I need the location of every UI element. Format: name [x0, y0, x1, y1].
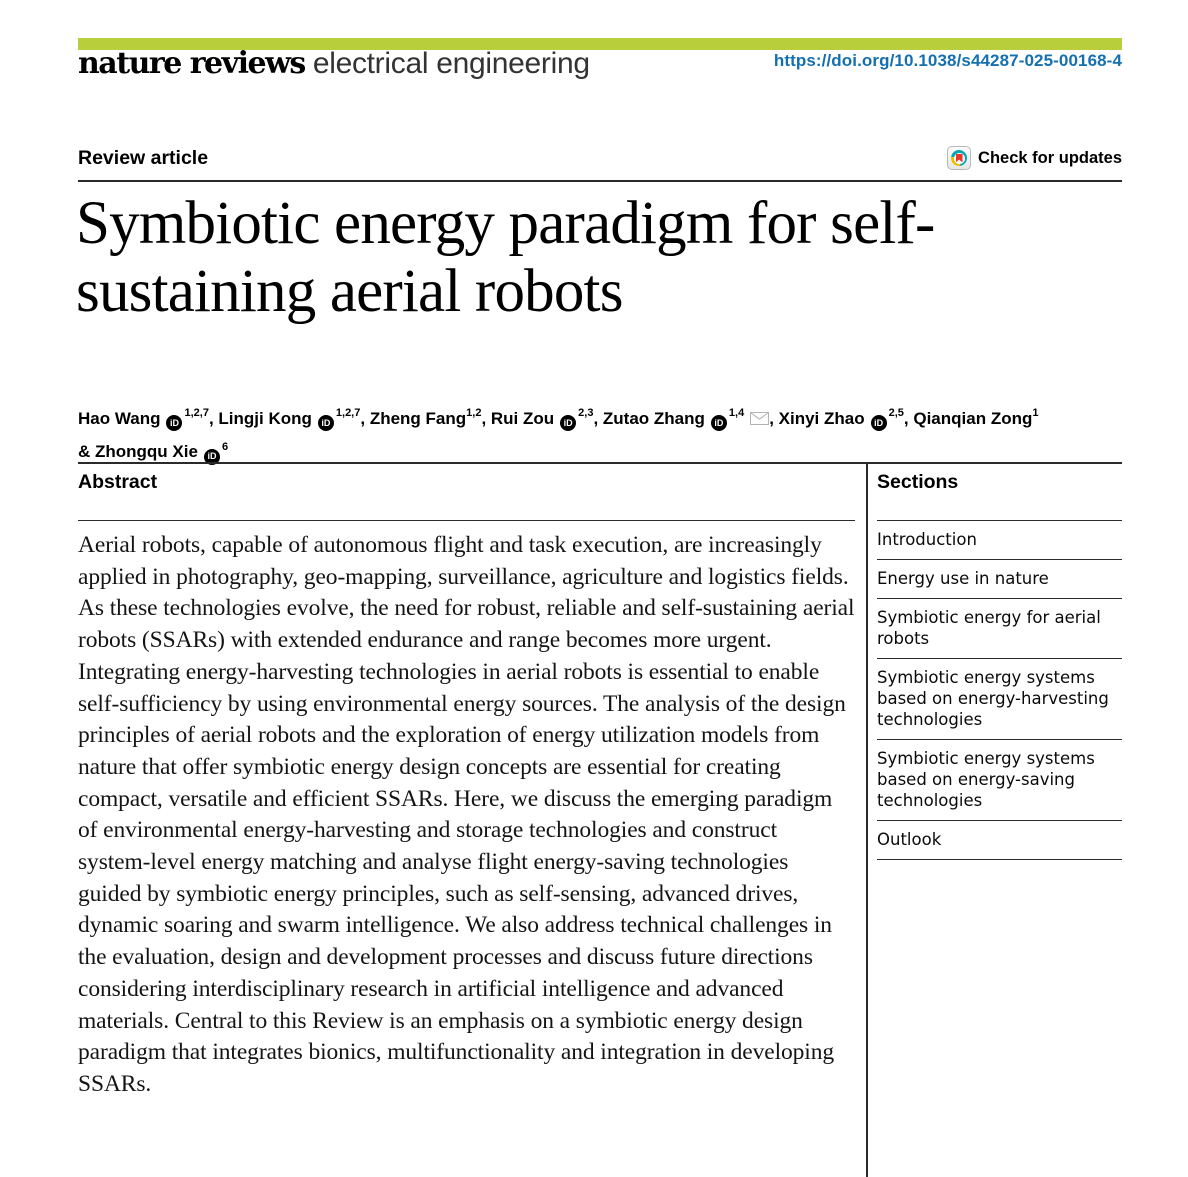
- author: [218, 409, 369, 428]
- sections-sidebar: [877, 464, 1122, 860]
- orcid-icon[interactable]: iD: [711, 415, 727, 431]
- author-separator: ,: [593, 408, 603, 428]
- article-type-label: Review article: [78, 146, 209, 169]
- author-affiliation-sup: 2,3: [578, 407, 594, 419]
- author-separator: ,: [208, 408, 219, 428]
- section-link[interactable]: Symbiotic energy systems based on energy-harvesting technologies: [877, 659, 1122, 740]
- orcid-icon[interactable]: iD: [166, 415, 182, 431]
- column-divider: [866, 462, 868, 1177]
- author-name: Zheng Fang: [369, 408, 467, 428]
- sections-list: [877, 521, 1122, 860]
- author: [78, 409, 218, 428]
- doi-link[interactable]: https://doi.org/10.1038/s44287-025-00168-4: [773, 51, 1122, 70]
- article-title: Symbiotic energy paradigm for self-sustaining aerial robots: [76, 190, 935, 325]
- journal-logo-bold: nature reviews: [78, 46, 305, 81]
- journal-logo: [78, 46, 590, 81]
- author: [603, 409, 779, 428]
- author-name: Lingji Kong: [218, 408, 312, 428]
- author-separator: ,: [481, 408, 491, 428]
- author: [913, 409, 1038, 428]
- orcid-icon[interactable]: iD: [318, 415, 334, 431]
- author-separator: ,: [903, 408, 914, 428]
- author-affiliation-sup: 1,2,7: [184, 407, 209, 419]
- abstract-heading: Abstract: [78, 464, 855, 521]
- check-for-updates-button[interactable]: [947, 146, 1122, 170]
- orcid-icon[interactable]: iD: [871, 415, 887, 431]
- author-affiliation-sup: 1,2: [466, 407, 482, 419]
- author: [779, 409, 914, 428]
- crossmark-icon: [947, 146, 971, 170]
- section-link[interactable]: Symbiotic energy for aerial robots: [877, 599, 1122, 659]
- section-link[interactable]: Introduction: [877, 521, 1122, 560]
- journal-logo-rest: electrical engineering: [304, 47, 590, 80]
- orcid-icon[interactable]: iD: [560, 415, 576, 431]
- section-link[interactable]: Outlook: [877, 821, 1122, 860]
- author-name: Xinyi Zhao: [778, 408, 865, 428]
- abstract-column: [78, 464, 855, 1101]
- author-affiliation-sup: 1,2,7: [335, 407, 361, 419]
- sections-heading: Sections: [877, 464, 1122, 521]
- section-link[interactable]: Energy use in nature: [877, 560, 1122, 599]
- author-name: Zutao Zhang: [602, 408, 705, 428]
- abstract-text: Aerial robots, capable of autonomous flight and task execution, are increasingly applied in photography, geo-mapping, surveillance, agriculture and logistics fields. As these technologies evolve, the need for robust, reliable and self-sustaining aerial robots (SSARs) with extended endurance and range becomes more urgent. Integrating energy-harvesting technologies in aerial robots is essential to enable self-sufficiency by using environmental energy sources. The analysis of the design principles of aerial robots and the exploration of energy utilization models from nature that offer symbiotic energy design concepts are essential for creating compact, versatile and efficient SSARs. Here, we discuss the emerging paradigm of environmental energy-harvesting and storage technologies and construct system-level energy matching and analyse flight energy-saving technologies guided by symbiotic energy principles, such as self-sensing, advanced drives, dynamic soaring and swarm intelligence. We also address technical challenges in the evaluation, design and development processes and discuss future directions considering interdisciplinary research in artificial intelligence and advanced materials. Central to this Review is an emphasis on a symbiotic energy design paradigm that integrates bionics, multifunctionality and integration in developing SSARs.: [78, 532, 855, 1097]
- author-affiliation-sup: 6: [221, 440, 229, 453]
- author-affiliation-sup: 1: [1032, 407, 1039, 419]
- author-separator: ,: [360, 408, 370, 428]
- author-affiliation-sup: 2,5: [888, 407, 904, 419]
- author-name: Qianqian Zong: [913, 408, 1033, 428]
- section-link[interactable]: Symbiotic energy systems based on energy-saving technologies: [877, 740, 1122, 821]
- kicker-row: [78, 146, 1122, 170]
- kicker-divider: [78, 180, 1122, 182]
- author: [78, 442, 228, 461]
- author-name: & Zhongqu Xie: [78, 442, 198, 462]
- email-icon[interactable]: [750, 405, 769, 434]
- check-for-updates-label: Check for updates: [978, 148, 1122, 167]
- author-name: Hao Wang: [78, 408, 161, 428]
- author: [370, 409, 491, 428]
- author-list: [78, 400, 1122, 466]
- author-name: Rui Zou: [490, 408, 555, 428]
- author-affiliation-sup: 1,4: [728, 407, 745, 419]
- author-separator: ,: [769, 408, 779, 428]
- orcid-icon[interactable]: iD: [204, 449, 220, 465]
- author: [491, 409, 603, 428]
